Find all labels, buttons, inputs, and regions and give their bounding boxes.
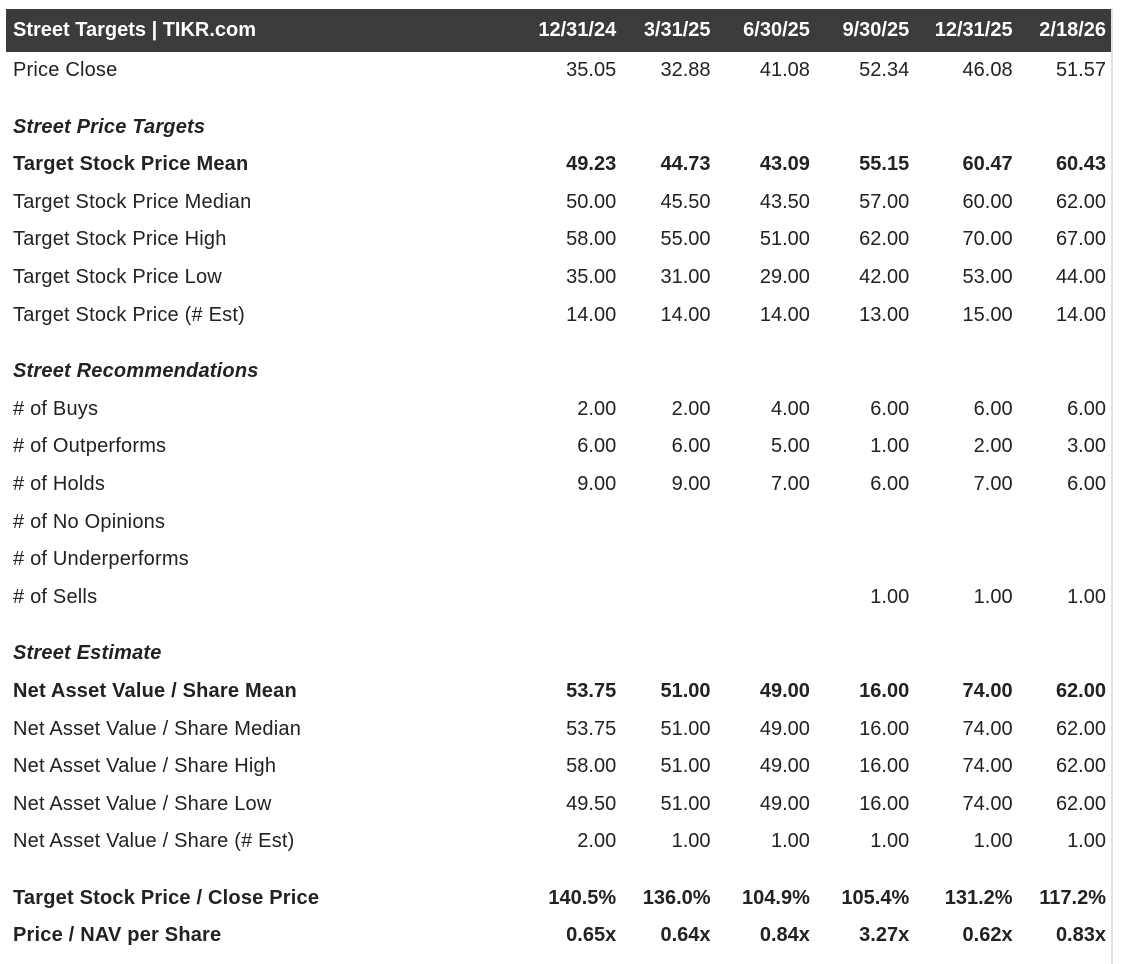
cell-value: 9.00 bbox=[671, 472, 711, 495]
cell-value: 51.57 bbox=[1055, 59, 1106, 81]
cell-value: 16.00 bbox=[859, 717, 910, 740]
cell-value: 52.34 bbox=[859, 59, 910, 81]
cell-value: 2.00 bbox=[577, 830, 617, 853]
street-targets-table bbox=[6, 9, 1112, 955]
cell-value: 43.09 bbox=[759, 153, 810, 176]
section-header-street-estimate bbox=[6, 635, 1112, 673]
row-label: Target Stock Price Median bbox=[13, 190, 252, 213]
cell-value: 2.00 bbox=[973, 435, 1013, 458]
cell-value: 62.00 bbox=[1055, 792, 1106, 815]
cell-value: 51.00 bbox=[660, 717, 711, 740]
cell-value: 60.47 bbox=[962, 153, 1013, 176]
cell-value: 67.00 bbox=[1055, 228, 1106, 251]
cell-value: 117.2% bbox=[1039, 886, 1106, 909]
row-nav-mean bbox=[6, 673, 1112, 711]
cell-value: 1.00 bbox=[973, 585, 1013, 608]
cell-value: 44.00 bbox=[1055, 265, 1106, 288]
cell-value bbox=[915, 504, 1018, 542]
cell-value: 1.00 bbox=[870, 585, 910, 608]
cell-value: 140.5% bbox=[548, 886, 617, 909]
row-target-est bbox=[6, 297, 1112, 335]
row-nav-median bbox=[6, 711, 1112, 749]
row-spacer bbox=[6, 334, 1112, 353]
cell-value: 1.00 bbox=[1067, 830, 1106, 853]
cell-value bbox=[1019, 504, 1112, 542]
cell-value: 7.00 bbox=[973, 472, 1013, 495]
cell-value: 15.00 bbox=[962, 303, 1013, 326]
cell-value bbox=[622, 504, 716, 542]
cell-value: 35.05 bbox=[566, 59, 617, 81]
cell-value: 104.9% bbox=[742, 886, 810, 909]
cell-value: 51.00 bbox=[660, 679, 711, 702]
cell-value: 0.65x bbox=[566, 924, 617, 947]
cell-value: 53.00 bbox=[962, 265, 1013, 288]
row-label: # of Buys bbox=[13, 397, 99, 420]
cell-value bbox=[1019, 541, 1112, 579]
cell-value: 14.00 bbox=[566, 303, 617, 326]
column-header[interactable]: 2/18/26 bbox=[1039, 19, 1106, 41]
cell-value: 6.00 bbox=[870, 472, 910, 495]
cell-value: 0.62x bbox=[962, 924, 1013, 947]
cell-value: 32.88 bbox=[660, 59, 711, 81]
table-title: Street Targets | TIKR.com bbox=[13, 19, 257, 41]
cell-value: 49.50 bbox=[566, 792, 617, 815]
cell-value: 35.00 bbox=[566, 265, 617, 288]
column-header[interactable]: 9/30/25 bbox=[842, 19, 910, 41]
row-target-low bbox=[6, 259, 1112, 297]
cell-value: 5.00 bbox=[770, 435, 810, 458]
column-header[interactable]: 12/31/24 bbox=[538, 19, 617, 41]
row-label: Price Close bbox=[13, 59, 118, 81]
row-nav-high bbox=[6, 748, 1112, 786]
cell-value: 14.00 bbox=[1055, 303, 1106, 326]
cell-value: 29.00 bbox=[759, 265, 810, 288]
cell-value: 51.00 bbox=[660, 755, 711, 778]
cell-value: 136.0% bbox=[642, 886, 711, 909]
row-holds bbox=[6, 466, 1112, 504]
row-label: Net Asset Value / Share (# Est) bbox=[13, 830, 295, 853]
cell-value: 62.00 bbox=[1055, 679, 1106, 702]
cell-value: 74.00 bbox=[962, 755, 1013, 778]
row-price-close bbox=[6, 52, 1112, 90]
cell-value: 49.00 bbox=[759, 792, 810, 815]
cell-value: 44.73 bbox=[660, 153, 711, 176]
cell-value: 53.75 bbox=[566, 679, 617, 702]
row-target-median bbox=[6, 184, 1112, 222]
cell-value: 31.00 bbox=[660, 265, 711, 288]
row-nav-est bbox=[6, 823, 1112, 861]
cell-value bbox=[816, 541, 915, 579]
cell-value: 6.00 bbox=[973, 397, 1013, 420]
cell-value: 131.2% bbox=[944, 886, 1013, 909]
cell-value: 1.00 bbox=[870, 830, 910, 853]
cell-value: 6.00 bbox=[1067, 472, 1106, 495]
cell-value: 16.00 bbox=[859, 755, 910, 778]
row-label: Net Asset Value / Share Low bbox=[13, 792, 272, 815]
cell-value: 62.00 bbox=[1055, 755, 1106, 778]
cell-value: 51.00 bbox=[660, 792, 711, 815]
cell-value bbox=[530, 541, 622, 579]
cell-value bbox=[816, 504, 915, 542]
row-label: # of Sells bbox=[13, 585, 98, 608]
row-label: Target Stock Price / Close Price bbox=[13, 886, 320, 909]
row-nav-low bbox=[6, 786, 1112, 824]
cell-value: 14.00 bbox=[660, 303, 711, 326]
cell-value: 58.00 bbox=[566, 228, 617, 251]
row-spacer bbox=[6, 616, 1112, 635]
cell-value: 3.00 bbox=[1067, 435, 1106, 458]
table-header-row bbox=[6, 9, 1112, 52]
cell-value: 0.84x bbox=[759, 924, 810, 947]
cell-value: 0.83x bbox=[1055, 924, 1106, 947]
cell-value: 49.23 bbox=[566, 153, 617, 176]
cell-value: 62.00 bbox=[859, 228, 910, 251]
row-label: Price / NAV per Share bbox=[13, 924, 222, 947]
cell-value bbox=[717, 541, 816, 579]
row-price-nav-ratio bbox=[6, 917, 1112, 955]
cell-value: 13.00 bbox=[859, 303, 910, 326]
section-title: Street Price Targets bbox=[13, 115, 206, 138]
row-underperforms bbox=[6, 541, 1112, 579]
cell-value bbox=[717, 504, 816, 542]
row-spacer bbox=[6, 861, 1112, 880]
cell-value: 6.00 bbox=[671, 435, 711, 458]
cell-value: 58.00 bbox=[566, 755, 617, 778]
cell-value: 49.00 bbox=[759, 755, 810, 778]
row-outperforms bbox=[6, 428, 1112, 466]
cell-value: 57.00 bbox=[859, 190, 910, 213]
column-header[interactable]: 3/31/25 bbox=[643, 19, 711, 41]
cell-value: 105.4% bbox=[841, 886, 910, 909]
cell-value: 1.00 bbox=[770, 830, 810, 853]
cell-value: 2.00 bbox=[671, 397, 711, 420]
cell-value: 45.50 bbox=[660, 190, 711, 213]
cell-value: 46.08 bbox=[962, 59, 1013, 81]
cell-value bbox=[530, 579, 622, 617]
cell-value: 4.00 bbox=[770, 397, 810, 420]
cell-value: 0.64x bbox=[660, 924, 711, 947]
cell-value: 9.00 bbox=[577, 472, 617, 495]
cell-value bbox=[717, 579, 816, 617]
row-label: # of No Opinions bbox=[13, 510, 166, 533]
row-label: # of Outperforms bbox=[13, 435, 167, 458]
cell-value: 1.00 bbox=[870, 435, 910, 458]
cell-value: 42.00 bbox=[859, 265, 910, 288]
row-target-close-ratio bbox=[6, 880, 1112, 918]
section-header-street-recommendations bbox=[6, 353, 1112, 391]
cell-value: 3.27x bbox=[859, 924, 910, 947]
cell-value: 74.00 bbox=[962, 792, 1013, 815]
cell-value: 16.00 bbox=[859, 679, 910, 702]
row-label: Target Stock Price Low bbox=[13, 265, 222, 288]
section-title: Street Estimate bbox=[13, 642, 162, 665]
cell-value: 62.00 bbox=[1055, 717, 1106, 740]
cell-value: 1.00 bbox=[973, 830, 1013, 853]
cell-value: 50.00 bbox=[566, 190, 617, 213]
cell-value bbox=[915, 541, 1018, 579]
cell-value: 1.00 bbox=[1067, 585, 1106, 608]
scroll-edge-divider bbox=[1111, 9, 1113, 964]
cell-value: 70.00 bbox=[962, 228, 1013, 251]
row-label: # of Underperforms bbox=[13, 548, 189, 571]
cell-value: 74.00 bbox=[962, 679, 1013, 702]
cell-value: 49.00 bbox=[759, 679, 810, 702]
cell-value: 53.75 bbox=[566, 717, 617, 740]
row-label: Net Asset Value / Share High bbox=[13, 755, 277, 778]
cell-value: 6.00 bbox=[870, 397, 910, 420]
row-no-opinions bbox=[6, 504, 1112, 542]
row-label: Target Stock Price Mean bbox=[13, 153, 249, 176]
cell-value: 43.50 bbox=[759, 190, 810, 213]
cell-value: 74.00 bbox=[962, 717, 1013, 740]
cell-value: 1.00 bbox=[671, 830, 711, 853]
cell-value: 41.08 bbox=[759, 59, 810, 81]
cell-value bbox=[530, 504, 622, 542]
column-header[interactable]: 6/30/25 bbox=[743, 19, 810, 41]
row-label: Target Stock Price (# Est) bbox=[13, 303, 245, 326]
row-label: Net Asset Value / Share Mean bbox=[13, 679, 297, 702]
section-title: Street Recommendations bbox=[13, 360, 259, 383]
street-targets-panel bbox=[6, 9, 1112, 955]
row-label: Target Stock Price High bbox=[13, 228, 227, 251]
cell-value: 14.00 bbox=[759, 303, 810, 326]
row-sells bbox=[6, 579, 1112, 617]
cell-value: 62.00 bbox=[1055, 190, 1106, 213]
cell-value bbox=[622, 579, 716, 617]
row-label: Net Asset Value / Share Median bbox=[13, 717, 302, 740]
cell-value bbox=[622, 541, 716, 579]
column-header[interactable]: 12/31/25 bbox=[934, 19, 1013, 41]
cell-value: 6.00 bbox=[577, 435, 617, 458]
cell-value: 60.00 bbox=[962, 190, 1013, 213]
row-label: # of Holds bbox=[13, 472, 106, 495]
cell-value: 55.00 bbox=[660, 228, 711, 251]
cell-value: 60.43 bbox=[1055, 153, 1106, 176]
row-buys bbox=[6, 391, 1112, 429]
cell-value: 2.00 bbox=[577, 397, 617, 420]
row-target-mean bbox=[6, 146, 1112, 184]
cell-value: 55.15 bbox=[859, 153, 910, 176]
cell-value: 49.00 bbox=[759, 717, 810, 740]
cell-value: 6.00 bbox=[1067, 397, 1106, 420]
cell-value: 51.00 bbox=[759, 228, 810, 251]
row-target-high bbox=[6, 221, 1112, 259]
row-spacer bbox=[6, 90, 1112, 109]
cell-value: 16.00 bbox=[859, 792, 910, 815]
section-header-street-price-targets bbox=[6, 109, 1112, 147]
cell-value: 7.00 bbox=[770, 472, 810, 495]
